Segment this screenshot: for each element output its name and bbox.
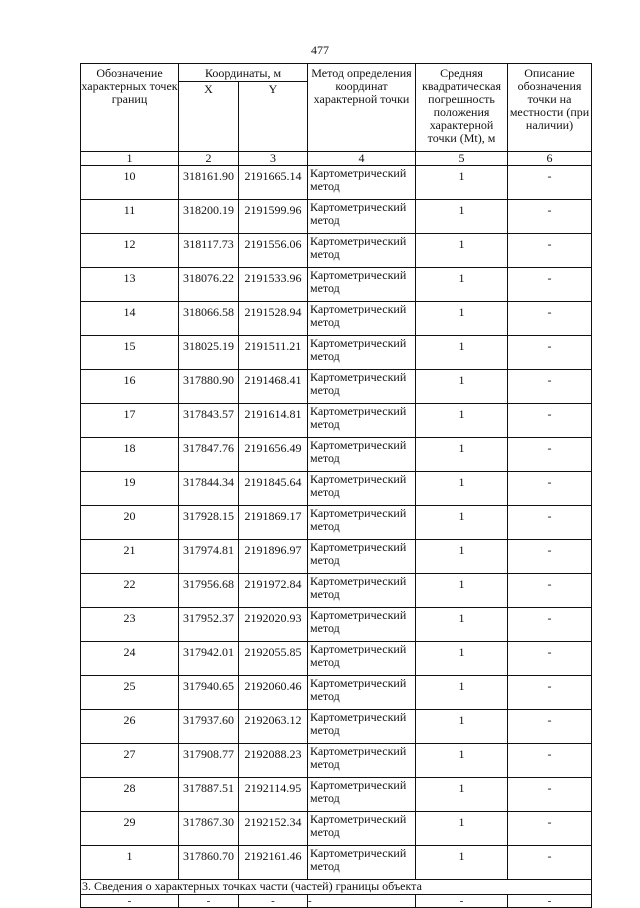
- x-coordinate-cell: 318200.19: [179, 200, 239, 234]
- column-number-row: [81, 152, 592, 166]
- point-number-cell: 10: [81, 166, 179, 200]
- x-coordinate-cell: 317867.30: [179, 812, 239, 846]
- x-coordinate-cell: 317952.37: [179, 608, 239, 642]
- method-line-1: Картометрический: [310, 710, 407, 724]
- point-number-cell: 20: [81, 506, 179, 540]
- point-number-cell: 27: [81, 744, 179, 778]
- table-row: [81, 166, 592, 200]
- method-line-2: метод: [310, 587, 340, 601]
- y-coordinate-cell: 2191528.94: [239, 302, 308, 336]
- method-line-2: метод: [310, 485, 340, 499]
- x-coordinate-cell: 317887.51: [179, 778, 239, 812]
- y-coordinate-cell: 2192114.95: [239, 778, 308, 812]
- error-cell: 1: [416, 540, 508, 574]
- error-cell: 1: [416, 710, 508, 744]
- method-line-1: Картометрический: [310, 472, 407, 486]
- description-cell: -: [508, 234, 592, 268]
- header-description: Описание обозначения точки на местности (при наличии): [508, 64, 592, 152]
- method-line-2: метод: [310, 213, 340, 227]
- method-cell: [308, 846, 416, 880]
- x-coordinate-cell: 317942.01: [179, 642, 239, 676]
- method-line-1: Картометрический: [310, 268, 407, 282]
- y-coordinate-cell: 2192152.34: [239, 812, 308, 846]
- method-cell: [308, 744, 416, 778]
- table-row: [81, 302, 592, 336]
- method-cell: [308, 234, 416, 268]
- error-cell: 1: [416, 336, 508, 370]
- method-line-1: Картометрический: [310, 846, 407, 860]
- method-cell: [308, 472, 416, 506]
- method-line-2: метод: [310, 519, 340, 533]
- error-cell: 1: [416, 166, 508, 200]
- point-number-cell: 17: [81, 404, 179, 438]
- table-row: [81, 234, 592, 268]
- column-number: 2: [179, 152, 239, 166]
- error-cell: 1: [416, 302, 508, 336]
- description-cell: -: [508, 200, 592, 234]
- description-cell: -: [508, 336, 592, 370]
- point-number-cell: 15: [81, 336, 179, 370]
- method-cell: [308, 404, 416, 438]
- description-cell: -: [508, 404, 592, 438]
- point-number-cell: 19: [81, 472, 179, 506]
- x-coordinate-cell: 317937.60: [179, 710, 239, 744]
- method-line-2: метод: [310, 689, 340, 703]
- error-cell: 1: [416, 812, 508, 846]
- description-cell: -: [508, 642, 592, 676]
- method-line-2: метод: [310, 281, 340, 295]
- method-cell: [308, 812, 416, 846]
- error-cell: 1: [416, 608, 508, 642]
- error-cell: 1: [416, 676, 508, 710]
- point-number-cell: 22: [81, 574, 179, 608]
- method-line-2: метод: [310, 825, 340, 839]
- boundary-points-table: [80, 63, 592, 908]
- table-row: [81, 268, 592, 302]
- error-cell: 1: [416, 506, 508, 540]
- method-line-2: метод: [310, 723, 340, 737]
- method-line-1: Картометрический: [310, 642, 407, 656]
- method-line-2: метод: [310, 791, 340, 805]
- method-line-2: метод: [310, 179, 340, 193]
- description-cell: -: [508, 608, 592, 642]
- description-cell: -: [508, 812, 592, 846]
- method-cell: [308, 268, 416, 302]
- x-coordinate-cell: 317860.70: [179, 846, 239, 880]
- table-row: [81, 676, 592, 710]
- method-line-1: Картометрический: [310, 574, 407, 588]
- method-line-1: Картометрический: [310, 370, 407, 384]
- method-line-2: метод: [310, 349, 340, 363]
- table-row: [81, 574, 592, 608]
- y-coordinate-cell: 2191656.49: [239, 438, 308, 472]
- x-coordinate-cell: 317908.77: [179, 744, 239, 778]
- empty-cell: -: [508, 895, 592, 908]
- header-error: Средняя квадратическая погрешность положения характерной точки (Mt), м: [416, 64, 508, 152]
- table-row: [81, 336, 592, 370]
- method-cell: [308, 336, 416, 370]
- empty-cell: -: [81, 895, 179, 908]
- point-number-cell: 1: [81, 846, 179, 880]
- method-cell: [308, 166, 416, 200]
- description-cell: -: [508, 166, 592, 200]
- y-coordinate-cell: 2191845.64: [239, 472, 308, 506]
- table-header-row: [81, 64, 592, 82]
- header-coordinates: Координаты, м: [179, 64, 308, 82]
- x-coordinate-cell: 318025.19: [179, 336, 239, 370]
- point-number-cell: 13: [81, 268, 179, 302]
- error-cell: 1: [416, 642, 508, 676]
- column-number: 6: [508, 152, 592, 166]
- method-line-1: Картометрический: [310, 506, 407, 520]
- x-coordinate-cell: 317880.90: [179, 370, 239, 404]
- method-line-2: метод: [310, 655, 340, 669]
- point-number-cell: 25: [81, 676, 179, 710]
- method-line-2: метод: [310, 621, 340, 635]
- method-line-2: метод: [310, 247, 340, 261]
- x-coordinate-cell: 317843.57: [179, 404, 239, 438]
- column-number: 1: [81, 152, 179, 166]
- error-cell: 1: [416, 234, 508, 268]
- method-line-2: метод: [310, 417, 340, 431]
- x-coordinate-cell: 317974.81: [179, 540, 239, 574]
- description-cell: -: [508, 472, 592, 506]
- description-cell: -: [508, 506, 592, 540]
- method-cell: [308, 302, 416, 336]
- x-coordinate-cell: 318066.58: [179, 302, 239, 336]
- table-row: [81, 608, 592, 642]
- point-number-cell: 12: [81, 234, 179, 268]
- point-number-cell: 23: [81, 608, 179, 642]
- y-coordinate-cell: 2192055.85: [239, 642, 308, 676]
- table-row: [81, 472, 592, 506]
- description-cell: -: [508, 302, 592, 336]
- method-cell: [308, 200, 416, 234]
- y-coordinate-cell: 2191869.17: [239, 506, 308, 540]
- description-cell: -: [508, 846, 592, 880]
- table-row: [81, 642, 592, 676]
- table-row: [81, 778, 592, 812]
- method-cell: [308, 506, 416, 540]
- section-3-title-row: [81, 880, 592, 895]
- method-line-2: метод: [310, 859, 340, 873]
- x-coordinate-cell: 317847.76: [179, 438, 239, 472]
- description-cell: -: [508, 676, 592, 710]
- empty-cell: -: [308, 895, 416, 908]
- method-cell: [308, 710, 416, 744]
- y-coordinate-cell: 2191665.14: [239, 166, 308, 200]
- method-line-1: Картометрический: [310, 302, 407, 316]
- x-coordinate-cell: 318161.90: [179, 166, 239, 200]
- description-cell: -: [508, 540, 592, 574]
- point-number-cell: 11: [81, 200, 179, 234]
- method-cell: [308, 676, 416, 710]
- table-row: [81, 438, 592, 472]
- x-coordinate-cell: 318076.22: [179, 268, 239, 302]
- method-line-1: Картометрический: [310, 200, 407, 214]
- method-line-1: Картометрический: [310, 778, 407, 792]
- y-coordinate-cell: 2191468.41: [239, 370, 308, 404]
- method-line-2: метод: [310, 315, 340, 329]
- table-row: [81, 846, 592, 880]
- table-row: [81, 200, 592, 234]
- x-coordinate-cell: 318117.73: [179, 234, 239, 268]
- method-line-2: метод: [310, 451, 340, 465]
- error-cell: 1: [416, 200, 508, 234]
- method-cell: [308, 642, 416, 676]
- point-number-cell: 21: [81, 540, 179, 574]
- description-cell: -: [508, 370, 592, 404]
- point-number-cell: 18: [81, 438, 179, 472]
- error-cell: 1: [416, 778, 508, 812]
- table-row: [81, 710, 592, 744]
- error-cell: 1: [416, 404, 508, 438]
- header-method: Метод определения координат характерной точки: [308, 64, 416, 152]
- column-number: 4: [308, 152, 416, 166]
- description-cell: -: [508, 744, 592, 778]
- method-cell: [308, 370, 416, 404]
- x-coordinate-cell: 317928.15: [179, 506, 239, 540]
- error-cell: 1: [416, 438, 508, 472]
- y-coordinate-cell: 2191614.81: [239, 404, 308, 438]
- x-coordinate-cell: 317844.34: [179, 472, 239, 506]
- method-cell: [308, 574, 416, 608]
- error-cell: 1: [416, 370, 508, 404]
- method-line-1: Картометрический: [310, 540, 407, 554]
- column-number: 3: [239, 152, 308, 166]
- table-row: [81, 812, 592, 846]
- error-cell: 1: [416, 846, 508, 880]
- method-cell: [308, 438, 416, 472]
- method-line-1: Картометрический: [310, 404, 407, 418]
- method-line-2: метод: [310, 757, 340, 771]
- method-line-1: Картометрический: [310, 744, 407, 758]
- table-row: [81, 404, 592, 438]
- y-coordinate-cell: 2192088.23: [239, 744, 308, 778]
- point-number-cell: 16: [81, 370, 179, 404]
- table-row: [81, 370, 592, 404]
- header-point-designation: Обозначение характерных точек границ: [81, 64, 179, 152]
- description-cell: -: [508, 778, 592, 812]
- table-row: [81, 540, 592, 574]
- description-cell: -: [508, 438, 592, 472]
- y-coordinate-cell: 2192020.93: [239, 608, 308, 642]
- y-coordinate-cell: 2191896.97: [239, 540, 308, 574]
- method-line-1: Картометрический: [310, 438, 407, 452]
- method-line-1: Картометрический: [310, 234, 407, 248]
- y-coordinate-cell: 2192063.12: [239, 710, 308, 744]
- x-coordinate-cell: 317940.65: [179, 676, 239, 710]
- y-coordinate-cell: 2191556.06: [239, 234, 308, 268]
- error-cell: 1: [416, 472, 508, 506]
- point-number-cell: 28: [81, 778, 179, 812]
- y-coordinate-cell: 2191533.96: [239, 268, 308, 302]
- method-line-2: метод: [310, 553, 340, 567]
- error-cell: 1: [416, 574, 508, 608]
- method-cell: [308, 778, 416, 812]
- point-number-cell: 29: [81, 812, 179, 846]
- description-cell: -: [508, 710, 592, 744]
- empty-cell: -: [179, 895, 239, 908]
- error-cell: 1: [416, 744, 508, 778]
- method-line-1: Картометрический: [310, 608, 407, 622]
- method-line-1: Картометрический: [310, 812, 407, 826]
- page-number: 477: [311, 43, 329, 57]
- header-y: Y: [239, 82, 308, 152]
- method-line-1: Картометрический: [310, 166, 407, 180]
- point-number-cell: 14: [81, 302, 179, 336]
- empty-cell: -: [416, 895, 508, 908]
- y-coordinate-cell: 2192060.46: [239, 676, 308, 710]
- empty-cell: -: [239, 895, 308, 908]
- method-line-1: Картометрический: [310, 336, 407, 350]
- y-coordinate-cell: 2192161.46: [239, 846, 308, 880]
- method-cell: [308, 608, 416, 642]
- error-cell: 1: [416, 268, 508, 302]
- description-cell: -: [508, 268, 592, 302]
- point-number-cell: 26: [81, 710, 179, 744]
- table-row: [81, 506, 592, 540]
- method-line-1: Картометрический: [310, 676, 407, 690]
- section-3-row: [81, 895, 592, 908]
- method-line-2: метод: [310, 383, 340, 397]
- method-cell: [308, 540, 416, 574]
- header-x: X: [179, 82, 239, 152]
- y-coordinate-cell: 2191511.21: [239, 336, 308, 370]
- column-number: 5: [416, 152, 508, 166]
- x-coordinate-cell: 317956.68: [179, 574, 239, 608]
- y-coordinate-cell: 2191972.84: [239, 574, 308, 608]
- y-coordinate-cell: 2191599.96: [239, 200, 308, 234]
- section-3-title: 3. Сведения о характерных точках части (частей) границы объекта: [81, 880, 592, 895]
- description-cell: -: [508, 574, 592, 608]
- point-number-cell: 24: [81, 642, 179, 676]
- table-row: [81, 744, 592, 778]
